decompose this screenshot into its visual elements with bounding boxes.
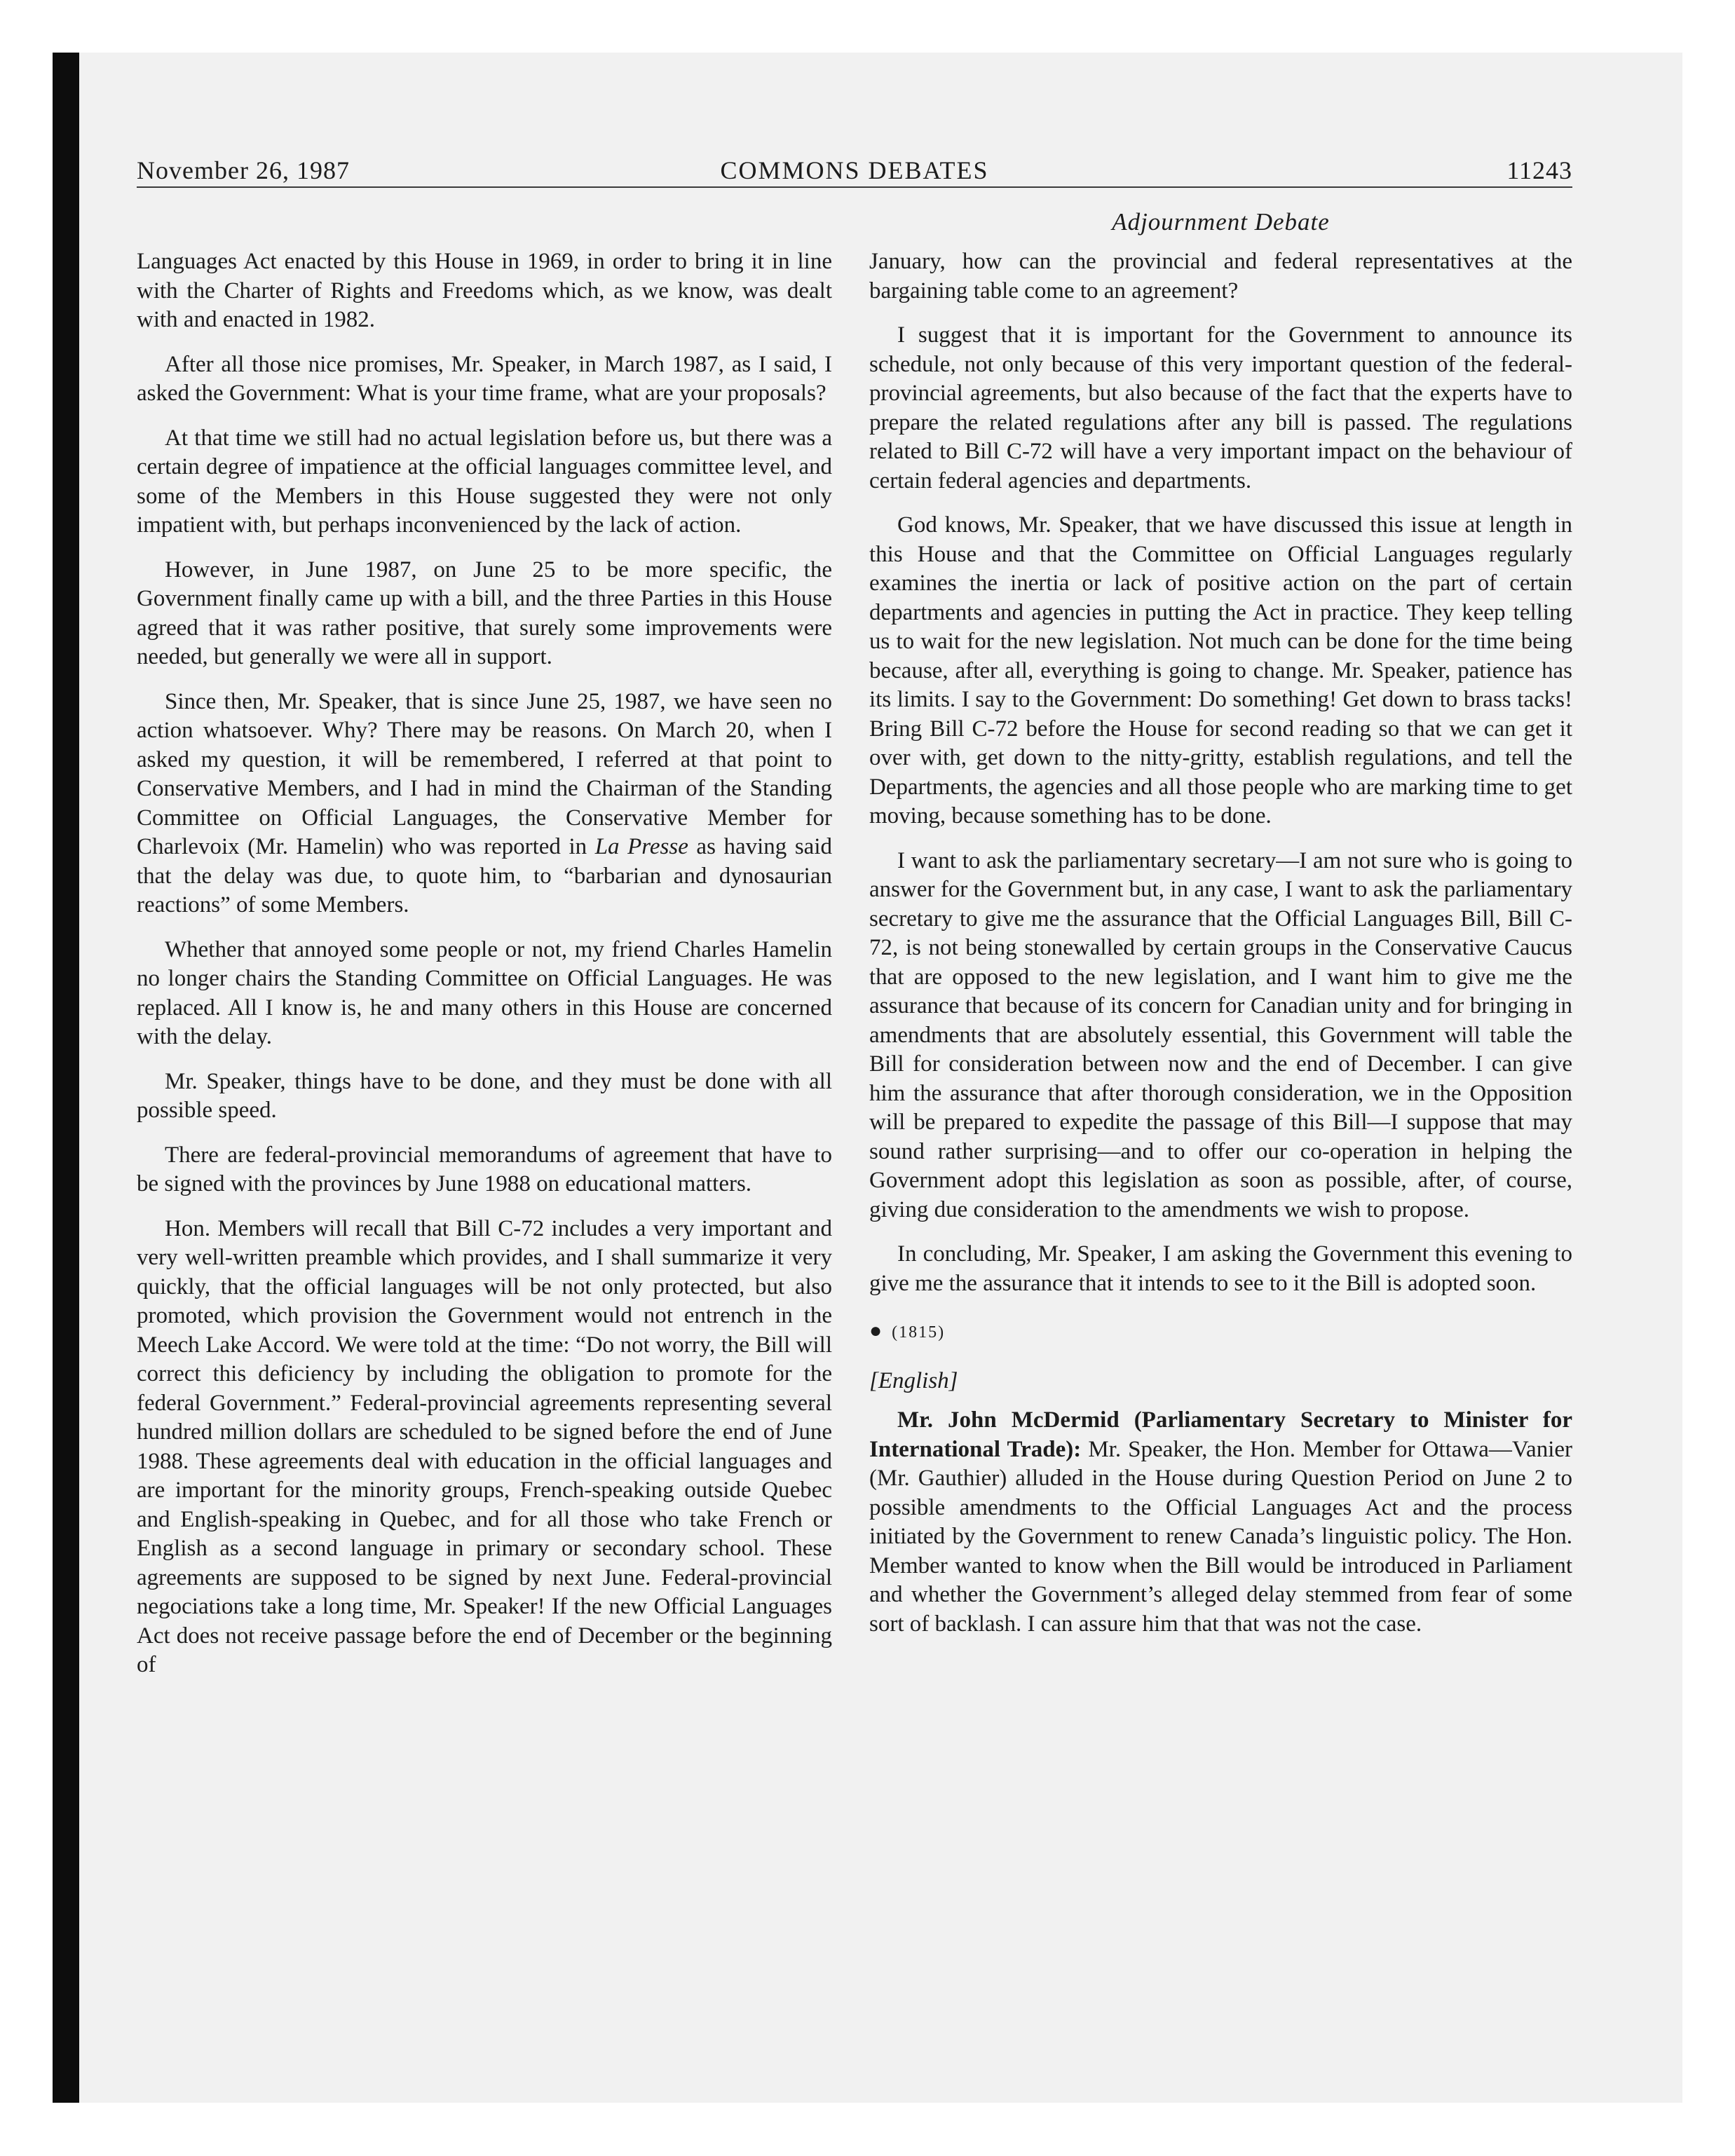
paragraph: I suggest that it is important for the Government to announce its schedule, not only because of this very important question of the federal-provincial agreements, but also because of the fact that the experts have to prepare the related regulations after any bill is passed. The regulations related to Bill C-72 will have a very important impact on the behaviour of certain federal agencies and departments. — [869, 322, 1572, 493]
paragraph: Hon. Members will recall that Bill C-72 includes a very important and very well-written preamble which provides, and I shall summarize it very quickly, that the official languages will be not only protected, but also promoted, which provision the Government would not entrench in the Meech Lake Accord. We were told at the time: “Do not worry, the Bill will correct this deficiency by including the obligation to promote for the federal Government.” Federal-provincial agreements representing several hundred million dollars are scheduled to be signed before the end of June 1988. These agreements deal with education in the official languages and are important for the minority groups, French-speaking outside Quebec and English-speaking in Quebec, and for all those who take French or English as a second language in primary or secondary school. These agreements are supposed to be signed by next June. Federal-provincial negociations take a long time, Mr. Speaker! If the new Official Languages Act does not receive passage before the end of December or the beginning of — [137, 1215, 832, 1677]
right-column — [869, 247, 1572, 1654]
time-marker — [869, 1319, 1572, 1344]
header-rule — [137, 186, 1572, 188]
paragraph: Languages Act enacted by this House in 1969, in order to bring it in line with the Charter of Rights and Freedoms which, as we know, was dealt with and enacted in 1982. — [137, 249, 832, 332]
timestamp: (1815) — [892, 1323, 946, 1342]
paragraph: Whether that annoyed some people or not, my friend Charles Hamelin no longer chairs the Standing Committee on Official Languages. He was replaced. All I know is, he and many others in this House are concerned with the delay. — [137, 936, 832, 1049]
newspaper-title: La Presse — [594, 834, 688, 859]
header-publication-title: COMMONS DEBATES — [720, 156, 989, 184]
paragraph: There are federal-provincial memorandums of agreement that have to be signed with the provinces by June 1988 on educational matters. — [137, 1142, 832, 1196]
header-date: November 26, 1987 — [137, 156, 350, 184]
paragraph: However, in June 1987, on June 25 to be more specific, the Government finally came up with a bill, and the three Parties in this House agreed that it was rather positive, that surely some improvements were needed, but generally we were all in support. — [137, 557, 832, 669]
paragraph: God knows, Mr. Speaker, that we have discussed this issue at length in this House and that the Committee on Official Languages regularly examines the inertia or lack of positive action on the part of certain departments and agencies in putting the Act in practice. They keep telling us to wait for the new legislation. Not much can be done for the time being because, after all, everything is going to change. Mr. Speaker, patience has its limits. I say to the Government: Do something! Get down to brass tacks! Bring Bill C-72 before the House for second reading so that we can get it over with, get down to the nitty-gritty, establish regulations, and tell the Departments, the agencies and all those people who are marking time to get moving, because something has to be done. — [869, 512, 1572, 828]
left-column — [137, 247, 832, 1696]
paragraph — [869, 1406, 1572, 1639]
paragraph — [137, 688, 832, 920]
paragraph: In concluding, Mr. Speaker, I am asking the Government this evening to give me the assurance that it intends to see to it the Bill is adopted soon. — [869, 1241, 1572, 1296]
paragraph: Mr. Speaker, things have to be done, and they must be done with all possible speed. — [137, 1068, 832, 1123]
section-title: Adjournment Debate — [1112, 208, 1330, 236]
running-header — [137, 153, 1572, 188]
paragraph-text: Mr. Speaker, the Hon. Member for Ottawa—Vanier (Mr. Gauthier) alluded in the House during Question Period on June 2 to possible amendments to the Official Languages Act and the process initiated by the Government to renew Canada’s linguistic policy. The Hon. Member wanted to know when the Bill would be introduced in Parliament and whether the Government’s alleged delay stemmed from fear of some sort of backlash. I can assure him that that was not the case. — [869, 1436, 1573, 1637]
bullet-icon: ● — [869, 1319, 884, 1342]
scan-edge-shadow — [53, 53, 79, 2103]
language-tag: [English] — [869, 1368, 958, 1393]
speaker-name: Mr. John McDermid (Parliamentary Secretary to Minister for International Trade): — [869, 1407, 1572, 1462]
paragraph: I want to ask the parliamentary secretary—I am not sure who is going to answer for the Government but, in any case, I want to ask the parliamentary secretary to give me the assurance that the Official Languages Bill, Bill C-72, is not being stonewalled by certain groups in the Conservative Caucus that are opposed to the new legislation, and I want him to give me the assurance that because of its concern for Canadian unity and for bringing in amendments that are absolutely essential, this Government will table the Bill for consideration between now and the end of December. I can give him the assurance that after thorough consideration, we in the Opposition will be prepared to expedite the passage of this Bill—I suppose that may sound rather surprising—and to offer our co-operation in helping the Government adopt this legislation as soon as possible, after, of course, giving due consideration to the amendments we wish to propose. — [869, 847, 1572, 1222]
paragraph: January, how can the provincial and federal representatives at the bargaining table come to an agreement? — [869, 249, 1572, 303]
paragraph-text: Since then, Mr. Speaker, that is since June 25, 1987, we have seen no action whatsoever. Why? There may be reasons. On March 20, when I asked my question, it will be remembered, I referred at that point to Conservative Members, and I had in mind the Chairman of the Standing Committee on Official Languages, the Conservative Member for Charlevoix (Mr. Hamelin) who was reported in — [137, 688, 832, 859]
paragraph: At that time we still had no actual legislation before us, but there was a certain degree of impatience at the official languages committee level, and some of the Members in this House suggested they were not only impatient with, but perhaps inconvenienced by the lack of action. — [137, 425, 832, 538]
header-page-number: 11243 — [1506, 156, 1572, 184]
paragraph-text: as having said that the delay was due, to quote him, to “barbarian and dynosaurian reactions” of some Members. — [137, 834, 833, 917]
paragraph: After all those nice promises, Mr. Speaker, in March 1987, as I said, I asked the Government: What is your time frame, what are your proposals? — [137, 351, 832, 406]
